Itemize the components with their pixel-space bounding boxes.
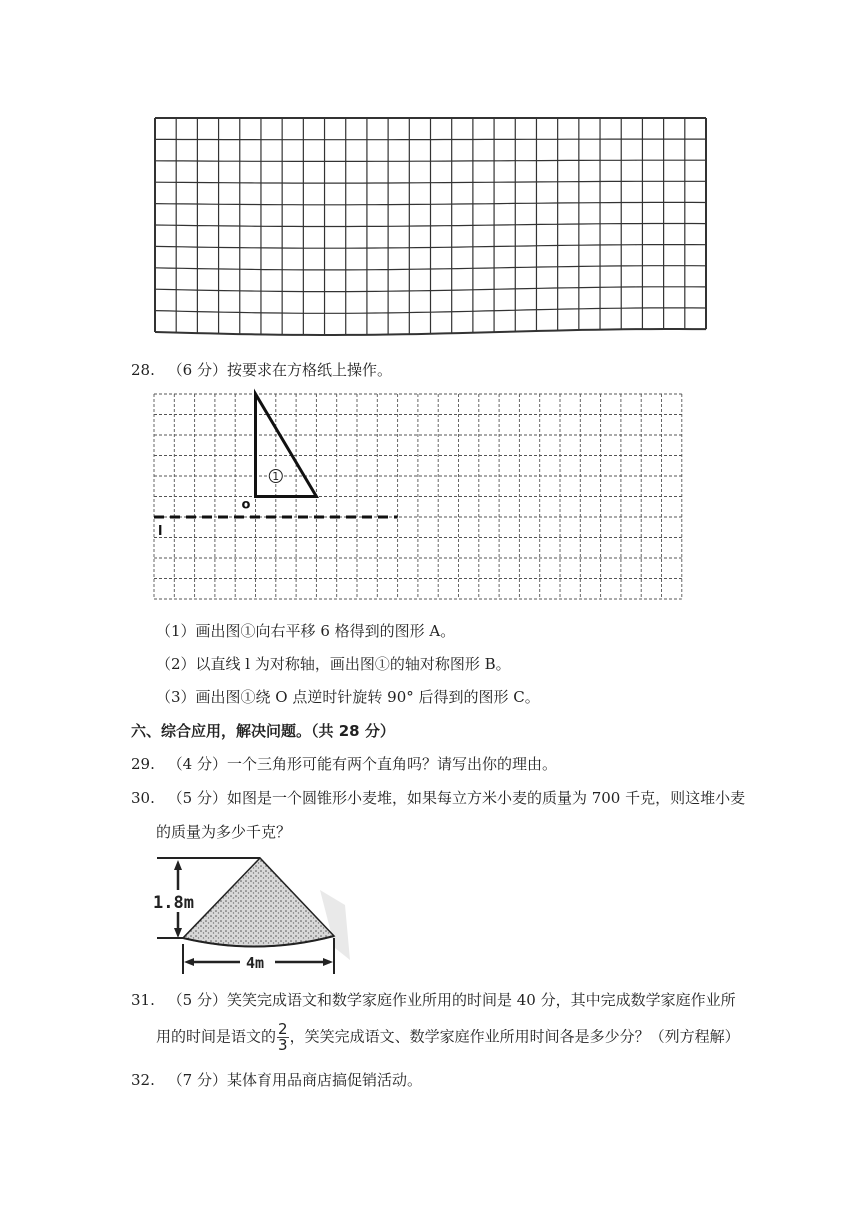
fraction-denominator: 3 <box>278 1036 288 1054</box>
q28-grid-figure <box>148 388 708 613</box>
question-number: 30. <box>131 789 155 807</box>
fraction-numerator: 2 <box>278 1020 288 1038</box>
question-30 <box>131 788 745 808</box>
line-l-label: l <box>158 524 163 539</box>
line-2-start: 用的时间是语文的 <box>156 1027 277 1046</box>
grid-lines <box>155 118 706 335</box>
question-text: （6 分）按要求在方格纸上操作。 <box>167 361 392 379</box>
wheat-pile-cone-figure <box>150 850 360 980</box>
question-31 <box>131 990 736 1010</box>
q28-sub-3: （3）画出图①绕 O 点逆时针旋转 90° 后得到的图形 C。 <box>156 688 540 706</box>
question-number: 28. <box>131 361 155 379</box>
dashed-grid <box>154 394 682 599</box>
triangle-figure-1 <box>256 394 317 497</box>
question-text: （7 分）某体育用品商店搞促销活动。 <box>167 1071 422 1089</box>
fraction-two-thirds <box>277 1022 289 1053</box>
width-label: 4m <box>246 954 265 972</box>
question-28 <box>131 360 392 380</box>
question-31-line-2 <box>156 1022 740 1053</box>
question-29 <box>131 754 557 774</box>
question-text-line-1: （5 分）如图是一个圆锥形小麦堆，如果每立方米小麦的质量为 700 千克，则这堆小麦 <box>167 789 746 807</box>
height-label: 1.8m <box>153 893 194 913</box>
q28-sub-1: （1）画出图①向右平移 6 格得到的图形 A。 <box>156 622 456 640</box>
section-6-title: 六、综合应用，解决问题。（共 28 分） <box>131 722 395 740</box>
question-number: 29. <box>131 755 155 773</box>
question-text: （4 分）一个三角形可能有两个直角吗？请写出你的理由。 <box>167 755 557 773</box>
question-number: 31. <box>131 991 155 1009</box>
question-30-line-2: 的质量为多少千克？ <box>156 823 292 841</box>
q28-sub-2: （2）以直线 l 为对称轴，画出图①的轴对称图形 B。 <box>156 655 511 673</box>
question-number: 32. <box>131 1071 155 1089</box>
question-text-line-1: （5 分）笑笑完成语文和数学家庭作业所用的时间是 40 分，其中完成数学家庭作业所 <box>167 991 736 1009</box>
figure-label-1: 1 <box>272 470 280 483</box>
line-2-end: ，笑笑完成语文、数学家庭作业所用时间各是多少分？（列方程解） <box>289 1027 740 1046</box>
answer-grid-top <box>0 110 860 340</box>
point-o-label: o <box>241 497 251 513</box>
question-32 <box>131 1070 422 1090</box>
